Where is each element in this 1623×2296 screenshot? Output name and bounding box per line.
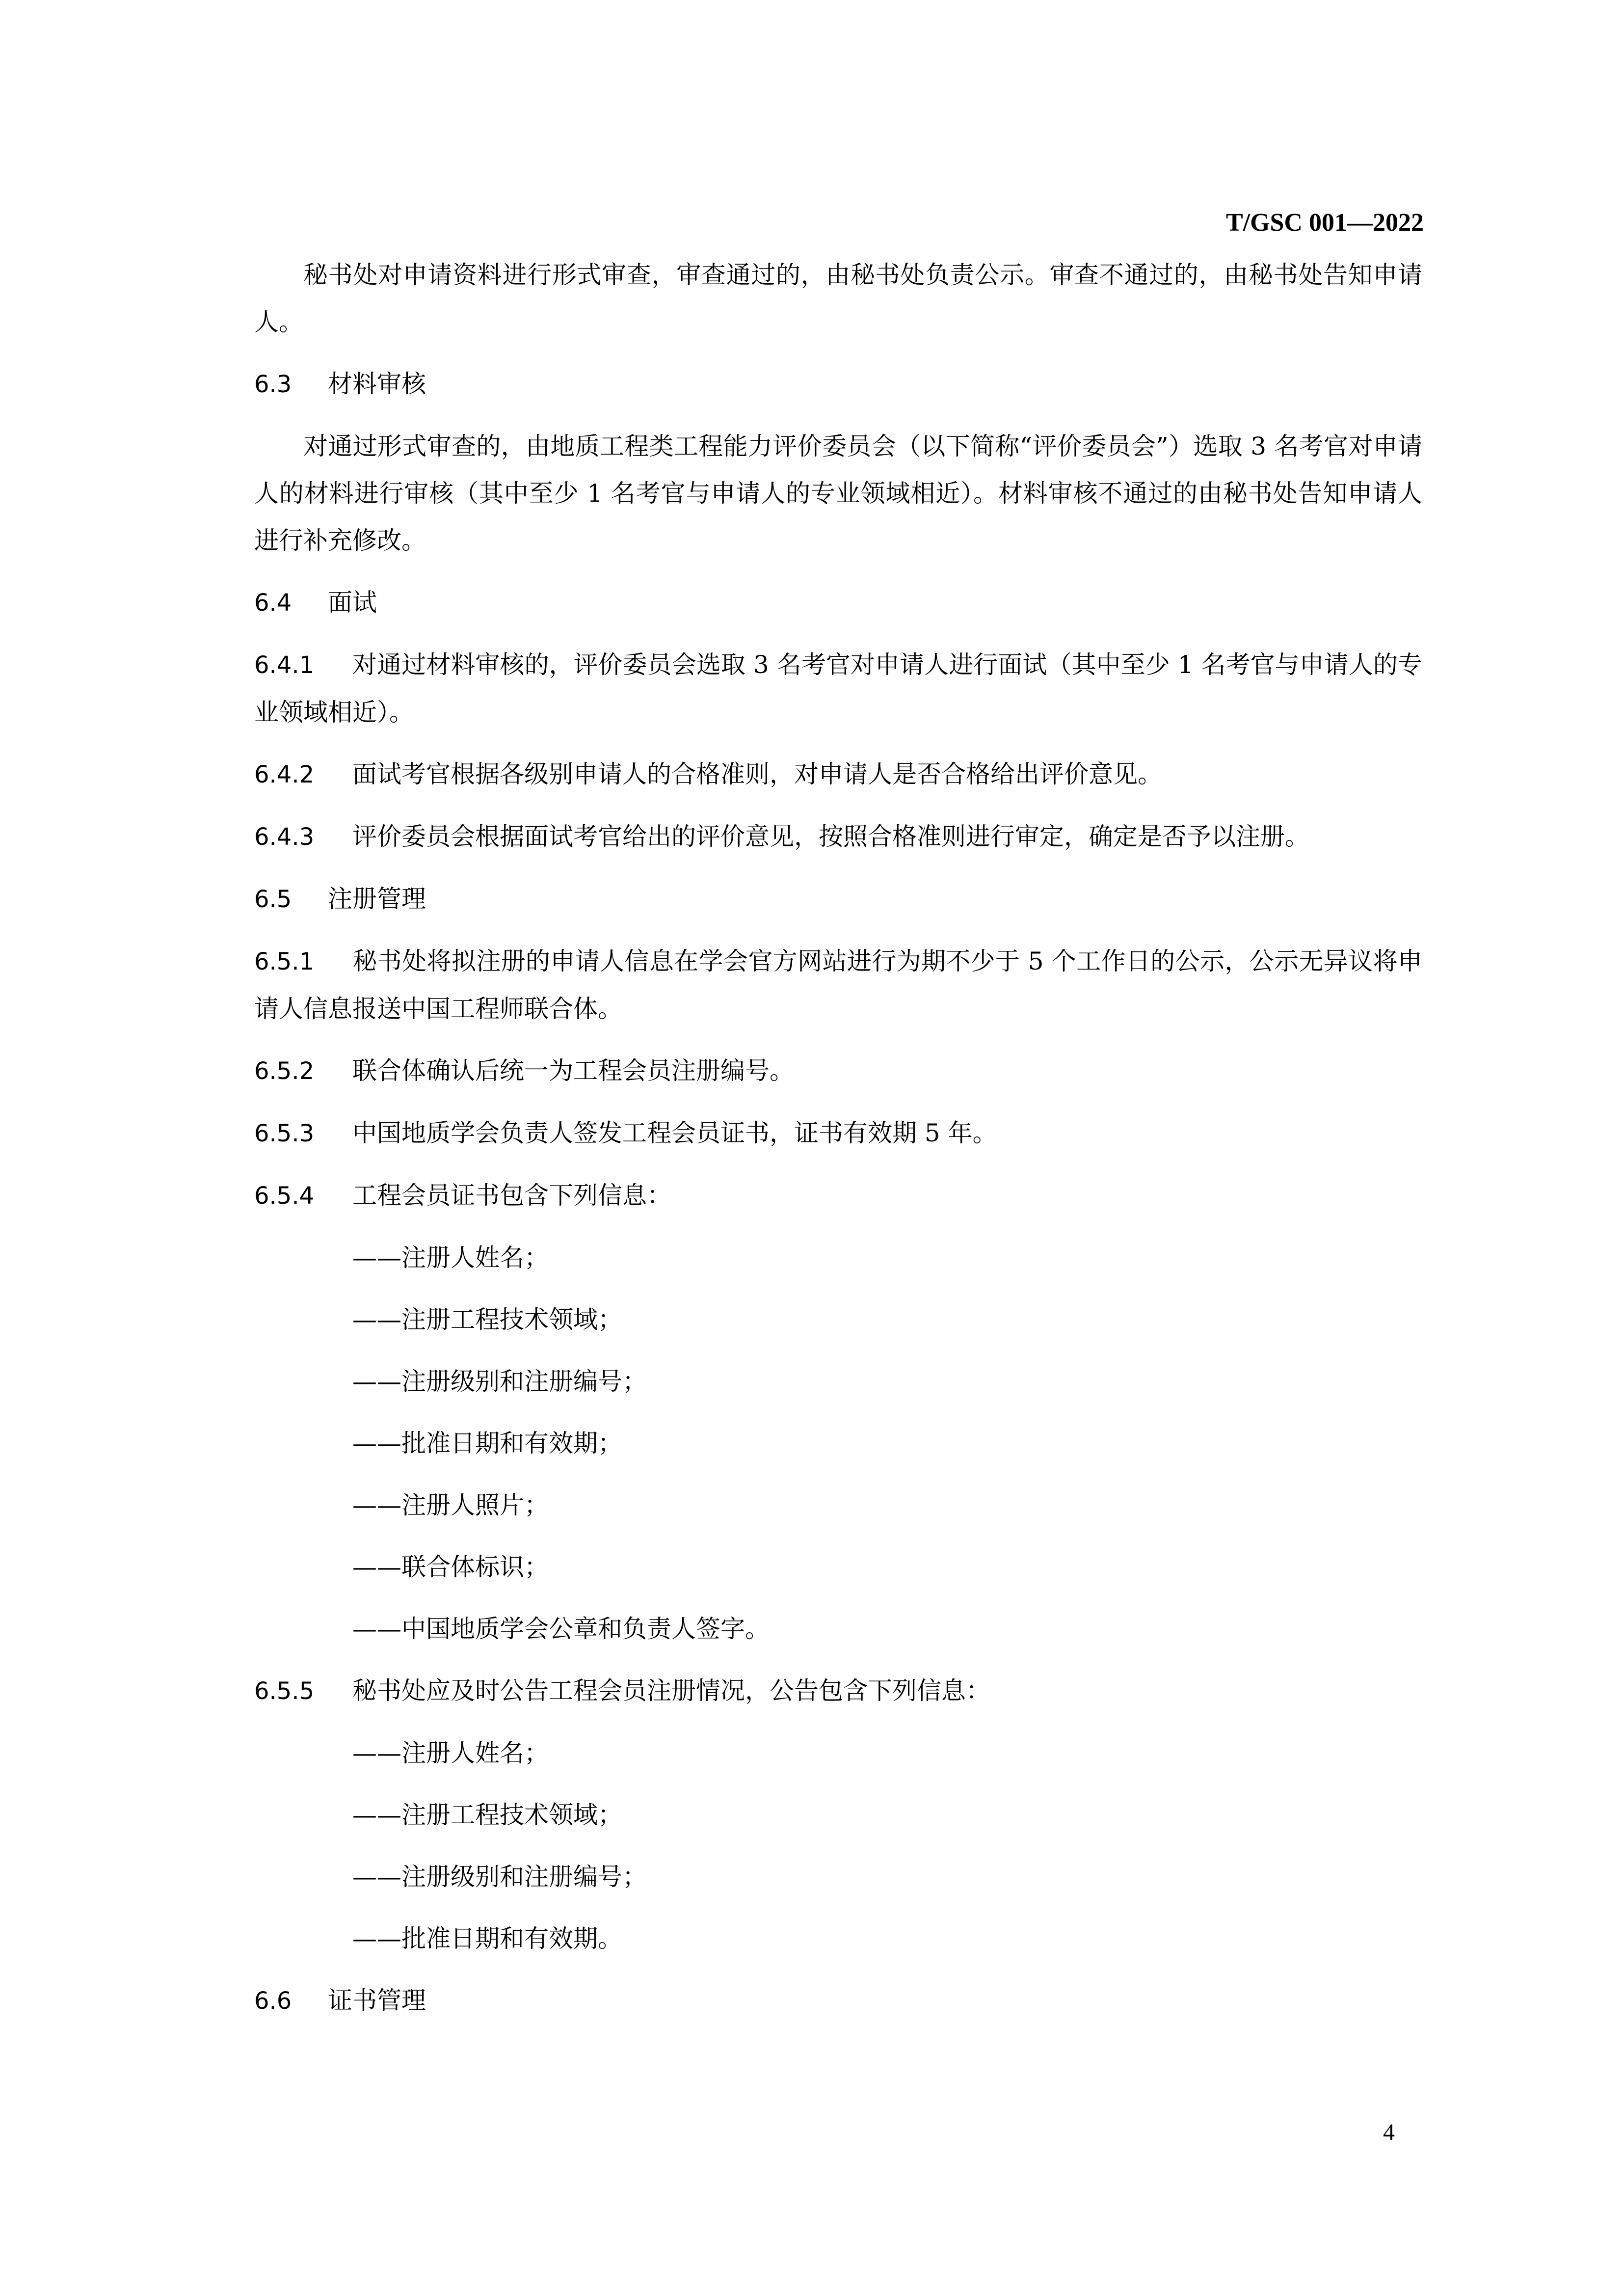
list-item: ——批准日期和有效期。 — [352, 1924, 622, 1953]
section-number: 6.6 — [254, 1987, 292, 2015]
clause-6-5-3 — [254, 1109, 1422, 1157]
list-item: ——批准日期和有效期； — [352, 1429, 622, 1458]
list-item: ——注册人照片； — [352, 1491, 549, 1519]
clause-text: 中国地质学会负责人签发工程会员证书，证书有效期 5 年。 — [352, 1119, 997, 1147]
clause-6-5-5 — [254, 1667, 1422, 1715]
list-item: ——注册人姓名； — [352, 1739, 549, 1767]
clause-text: 评价委员会根据面试考官给出的评价意见，按照合格准则进行审定，确定是否予以注册。 — [352, 822, 1309, 851]
section-heading-6-4 — [254, 579, 1422, 626]
section-heading-6-6 — [254, 1977, 1422, 2025]
list-item: ——注册人姓名； — [352, 1243, 549, 1272]
list-item: ——中国地质学会公章和负责人签字。 — [352, 1615, 770, 1643]
section-title: 材料审核 — [328, 370, 426, 398]
section-6-3-paragraph: 对通过形式审查的，由地质工程类工程能力评价委员会（以下简称“评价委员会”）选取 3 名考官对申请人的材料进行审核（其中至少 1 名考官与申请人的专业领域相近）。材料审核不通过的由秘书处告知申请人进行补充修改。 — [254, 432, 1422, 555]
section-heading-6-5 — [254, 875, 1422, 923]
clause-text: 工程会员证书包含下列信息： — [352, 1181, 671, 1210]
list-item: ——注册级别和注册编号； — [352, 1367, 647, 1396]
document-code: T/GSC 001—2022 — [1225, 209, 1424, 237]
clause-text: 秘书处将拟注册的申请人信息在学会官方网站进行为期不少于 5 个工作日的公示，公示无异议将申请人信息报送中国工程师联合体。 — [254, 947, 1422, 1023]
clause-number: 6.5.5 — [254, 1677, 315, 1705]
clause-6-5-1 — [254, 938, 1422, 1032]
list-item: ——注册级别和注册编号； — [352, 1863, 647, 1891]
clause-text: 联合体确认后统一为工程会员注册编号。 — [352, 1056, 794, 1085]
clause-number: 6.4.3 — [254, 823, 315, 851]
clause-number: 6.5.3 — [254, 1120, 315, 1147]
page-number: 4 — [1383, 2119, 1395, 2145]
clause-6-5-4 — [254, 1172, 1422, 1219]
section-heading-6-3 — [254, 360, 1422, 408]
clause-6-4-3 — [254, 813, 1422, 861]
clause-number: 6.4.2 — [254, 761, 315, 788]
clause-number: 6.5.1 — [254, 948, 315, 975]
clause-number: 6.5.4 — [254, 1182, 315, 1210]
clause-text: 面试考官根据各级别申请人的合格准则，对申请人是否合格给出评价意见。 — [352, 760, 1162, 788]
list-item: ——注册工程技术领域； — [352, 1801, 622, 1829]
clause-6-4-1 — [254, 641, 1422, 736]
list-item: ——联合体标识； — [352, 1553, 549, 1581]
list-item: ——注册工程技术领域； — [352, 1305, 622, 1334]
intro-paragraph: 秘书处对申请资料进行形式审查，审查通过的，由秘书处负责公示。审查不通过的，由秘书处告知申请人。 — [254, 261, 1422, 336]
clause-number: 6.5.2 — [254, 1057, 315, 1085]
clause-text: 对通过材料审核的，评价委员会选取 3 名考官对申请人进行面试（其中至少 1 名考官与申请人的专业领域相近）。 — [254, 650, 1422, 727]
section-number: 6.4 — [254, 589, 292, 617]
section-title: 证书管理 — [328, 1986, 426, 2015]
clause-6-4-2 — [254, 751, 1422, 798]
clause-number: 6.4.1 — [254, 651, 315, 679]
clause-text: 秘书处应及时公告工程会员注册情况，公告包含下列信息： — [352, 1676, 990, 1705]
section-number: 6.5 — [254, 886, 292, 913]
clause-6-5-2 — [254, 1047, 1422, 1095]
section-number: 6.3 — [254, 371, 292, 398]
section-title: 注册管理 — [328, 885, 426, 913]
section-title: 面试 — [328, 588, 377, 617]
page-body — [254, 251, 1422, 2039]
